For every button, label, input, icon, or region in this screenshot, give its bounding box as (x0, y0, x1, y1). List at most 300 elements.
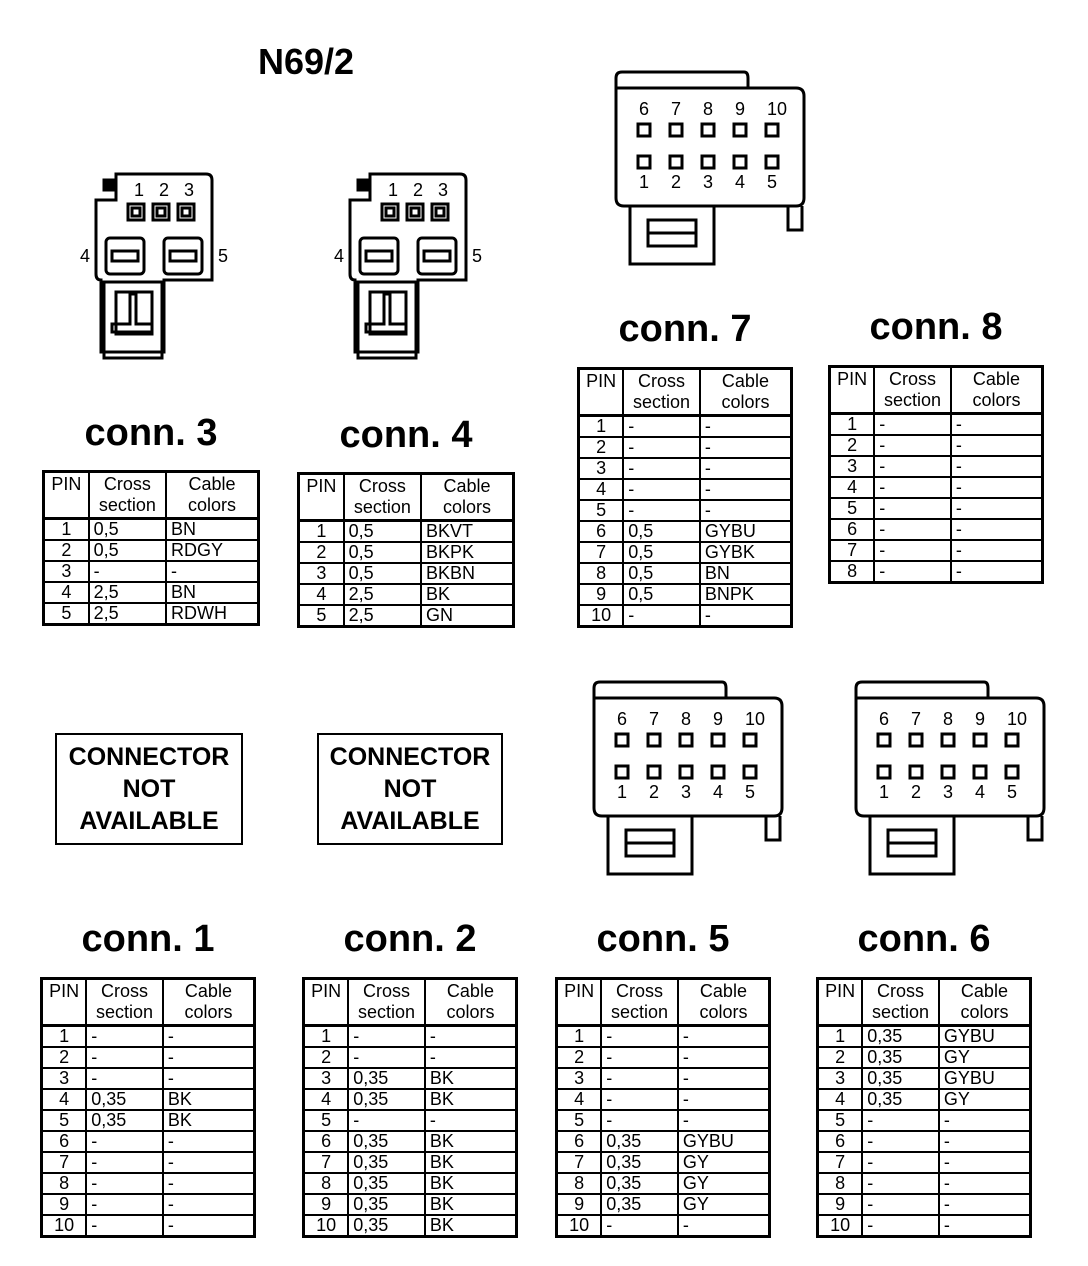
cable-color-cell: - (951, 414, 1043, 436)
header-cable-colors-line: colors (699, 1002, 748, 1022)
header-cross-section (86, 979, 163, 1026)
pin-cell: 1 (299, 521, 344, 543)
table-row (44, 540, 259, 561)
table-row (304, 1152, 517, 1173)
conn-5-title: conn. 5 (596, 918, 730, 960)
header-pin-line: PIN (49, 981, 80, 1001)
cross-section-cell: - (348, 1047, 425, 1068)
conn-2-table (302, 977, 518, 1238)
header-cross-section-line: Cross (363, 981, 411, 1001)
cross-section-cell: - (874, 498, 951, 519)
pin-label-9: 9 (713, 709, 724, 729)
header-cable-colors-line: Cable (184, 981, 232, 1001)
cable-color-cell: - (166, 561, 258, 582)
pin-label-8: 8 (681, 709, 692, 729)
pin-label-9: 9 (735, 99, 746, 119)
table-row (44, 561, 259, 582)
conn-7-table (577, 367, 793, 628)
pin-label-3: 3 (681, 782, 692, 802)
cross-section-cell: - (623, 479, 700, 500)
header-cross-section (89, 472, 166, 519)
cross-section-cell: 0,5 (344, 542, 421, 563)
cable-color-cell: - (951, 540, 1043, 561)
table-row (579, 437, 792, 458)
conn-3-table (42, 470, 260, 626)
pin-cell: 2 (830, 435, 875, 456)
header-cable-colors-line: Cable (188, 474, 236, 494)
header-cable-colors (678, 979, 770, 1026)
conn-1-table (40, 977, 256, 1238)
cable-color-cell: GYBU (700, 521, 792, 542)
cross-section-cell: - (874, 414, 951, 436)
pin-label-7: 7 (671, 99, 682, 119)
pin-label-8: 8 (943, 709, 954, 729)
pin-label-4: 4 (975, 782, 986, 802)
cable-color-cell: BK (425, 1089, 517, 1110)
pin-cell: 6 (557, 1131, 602, 1152)
cable-color-cell: - (678, 1026, 770, 1048)
pin-label-5: 5 (472, 246, 483, 266)
pin-cell: 7 (579, 542, 624, 563)
pin-labels (80, 180, 228, 266)
header-pin (44, 472, 89, 519)
cross-section-cell: 2,5 (89, 603, 166, 625)
table-row (44, 582, 259, 603)
connector-not-available-2 (317, 733, 503, 845)
pin-label-1: 1 (639, 172, 650, 192)
pin-label-1: 1 (617, 782, 628, 802)
cross-section-cell: 0,35 (348, 1089, 425, 1110)
table-row (579, 563, 792, 584)
pin-cell: 9 (579, 584, 624, 605)
pin-label-2: 2 (159, 180, 170, 200)
cable-color-cell: BK (425, 1194, 517, 1215)
cable-color-cell: - (163, 1131, 255, 1152)
pin-cell: 7 (818, 1152, 863, 1173)
cross-section-cell: 0,35 (862, 1026, 939, 1048)
table-row (42, 1173, 255, 1194)
cross-section-cell: - (86, 1047, 163, 1068)
table-row (830, 456, 1043, 477)
cable-color-cell: - (163, 1194, 255, 1215)
header-cable-colors-line: colors (972, 390, 1021, 410)
pin-cell: 6 (42, 1131, 87, 1152)
header-pin (818, 979, 863, 1026)
cable-color-cell: - (951, 519, 1043, 540)
pin-cell: 4 (42, 1089, 87, 1110)
cross-section-cell: - (601, 1068, 678, 1089)
pin-cell: 2 (579, 437, 624, 458)
header-pin (579, 369, 624, 416)
cross-section-cell: - (86, 1131, 163, 1152)
cable-color-cell: BKPK (421, 542, 513, 563)
header-cross-section (874, 367, 951, 414)
header-pin (557, 979, 602, 1026)
table-row (304, 1215, 517, 1237)
header-cross-section-line: section (633, 392, 691, 412)
pin-cell: 10 (304, 1215, 349, 1237)
table-row (830, 435, 1043, 456)
cross-section-cell: - (86, 1194, 163, 1215)
table-row (42, 1089, 255, 1110)
header-cross-section (344, 474, 421, 521)
cable-color-cell: BN (700, 563, 792, 584)
conn-3-title: conn. 3 (84, 412, 218, 454)
cross-section-cell: 0,5 (623, 584, 700, 605)
cross-section-cell: - (862, 1215, 939, 1237)
pin-label-7: 7 (649, 709, 660, 729)
pin-cell: 1 (557, 1026, 602, 1048)
cable-color-cell: - (939, 1110, 1031, 1131)
cable-color-cell: GY (939, 1089, 1031, 1110)
cross-section-cell: 0,35 (601, 1131, 678, 1152)
pin-label-2: 2 (649, 782, 660, 802)
header-cross-section-line: Cross (101, 981, 149, 1001)
header-cable-colors (939, 979, 1031, 1026)
cross-section-cell: - (874, 540, 951, 561)
cross-section-cell: - (601, 1089, 678, 1110)
table-header-row (557, 979, 770, 1026)
pin-cell: 7 (830, 540, 875, 561)
pin-label-5: 5 (745, 782, 756, 802)
cable-color-cell: RDGY (166, 540, 258, 561)
cross-section-cell: - (601, 1047, 678, 1068)
pin-label-6: 6 (639, 99, 650, 119)
pin-cell: 3 (42, 1068, 87, 1089)
table-row (830, 477, 1043, 498)
cable-color-cell: BK (425, 1131, 517, 1152)
cross-section-cell: 0,35 (348, 1131, 425, 1152)
pin-label-10: 10 (745, 709, 766, 729)
cable-color-cell: BK (425, 1152, 517, 1173)
cable-color-cell: BK (425, 1068, 517, 1089)
header-pin (830, 367, 875, 414)
conn-8-table (828, 365, 1044, 584)
header-cable-colors-line: Cable (446, 981, 494, 1001)
header-cross-section-line: section (358, 1002, 416, 1022)
cross-section-cell: 0,5 (344, 521, 421, 543)
pin-label-1: 1 (134, 180, 145, 200)
cable-color-cell: - (700, 416, 792, 438)
cable-color-cell: BN (166, 582, 258, 603)
cross-section-cell: - (623, 437, 700, 458)
cross-section-cell: 0,35 (601, 1152, 678, 1173)
table-row (557, 1194, 770, 1215)
cable-color-cell: GY (678, 1152, 770, 1173)
cable-color-cell: - (939, 1173, 1031, 1194)
table-row (304, 1026, 517, 1048)
pin-cell: 4 (44, 582, 89, 603)
header-cross-section-line: section (353, 497, 411, 517)
cable-color-cell: - (700, 437, 792, 458)
cross-section-cell: - (874, 435, 951, 456)
cross-section-cell: - (874, 477, 951, 498)
cable-color-cell: - (678, 1047, 770, 1068)
header-cable-colors-line: colors (188, 495, 237, 515)
pin-cell: 4 (304, 1089, 349, 1110)
pin-label-3: 3 (943, 782, 954, 802)
table-row (42, 1026, 255, 1048)
table-header-row (44, 472, 259, 519)
pin-label-1: 1 (388, 180, 399, 200)
table-row (42, 1194, 255, 1215)
connector-not-available-1 (55, 733, 243, 845)
pin-cell: 5 (44, 603, 89, 625)
pin-cell: 1 (830, 414, 875, 436)
table-row (42, 1068, 255, 1089)
cable-color-cell: - (163, 1173, 255, 1194)
pin-cell: 6 (818, 1131, 863, 1152)
connector-drawing-large-5 (590, 680, 790, 880)
table-row (557, 1047, 770, 1068)
cross-section-cell: - (874, 456, 951, 477)
table-row (557, 1110, 770, 1131)
table-row (304, 1089, 517, 1110)
pin-label-4: 4 (334, 246, 345, 266)
pin-cell: 3 (299, 563, 344, 584)
table-row (42, 1152, 255, 1173)
na-line-3: AVAILABLE (340, 807, 480, 835)
header-pin (42, 979, 87, 1026)
cross-section-cell: 0,35 (348, 1068, 425, 1089)
cable-color-cell: BK (421, 584, 513, 605)
pin-label-4: 4 (713, 782, 724, 802)
conn-6-title: conn. 6 (857, 918, 991, 960)
pin-label-6: 6 (879, 709, 890, 729)
table-row (304, 1173, 517, 1194)
pin-cell: 10 (818, 1215, 863, 1237)
conn-4-table (297, 472, 515, 628)
pin-cell: 5 (299, 605, 344, 627)
pin-cell: 10 (579, 605, 624, 627)
table-row (44, 603, 259, 625)
cross-section-cell: 2,5 (89, 582, 166, 603)
pin-label-1: 1 (879, 782, 890, 802)
cable-color-cell: - (163, 1047, 255, 1068)
table-row (818, 1089, 1031, 1110)
pin-cell: 3 (44, 561, 89, 582)
cross-section-cell: 0,35 (348, 1152, 425, 1173)
header-cable-colors-line: colors (960, 1002, 1009, 1022)
header-cable-colors (421, 474, 513, 521)
table-row (818, 1152, 1031, 1173)
pin-label-4: 4 (735, 172, 746, 192)
pin-cell: 9 (557, 1194, 602, 1215)
pin-labels (334, 180, 482, 266)
conn-8-title: conn. 8 (869, 306, 1003, 348)
cross-section-cell: 0,35 (862, 1089, 939, 1110)
pin-cell: 3 (818, 1068, 863, 1089)
header-cable-colors (700, 369, 792, 416)
pin-cell: 4 (299, 584, 344, 605)
header-cable-colors-line: colors (721, 392, 770, 412)
pin-cell: 6 (579, 521, 624, 542)
pin-label-10: 10 (767, 99, 788, 119)
table-row (299, 605, 514, 627)
cable-color-cell: BK (163, 1089, 255, 1110)
header-cable-colors-line: colors (184, 1002, 233, 1022)
pin-cell: 1 (818, 1026, 863, 1048)
table-row (818, 1194, 1031, 1215)
table-row (830, 540, 1043, 561)
header-cable-colors-line: colors (446, 1002, 495, 1022)
pin-label-7: 7 (911, 709, 922, 729)
pin-label-2: 2 (911, 782, 922, 802)
pin-cell: 7 (557, 1152, 602, 1173)
header-cross-section-line: Cross (889, 369, 937, 389)
pin-label-3: 3 (438, 180, 449, 200)
cross-section-cell: - (623, 458, 700, 479)
cross-section-cell: 0,5 (344, 563, 421, 584)
table-row (557, 1215, 770, 1237)
cable-color-cell: BK (425, 1173, 517, 1194)
table-header-row (830, 367, 1043, 414)
pin-cell: 5 (818, 1110, 863, 1131)
header-cross-section-line: Cross (616, 981, 664, 1001)
table-row (830, 414, 1043, 436)
header-cross-section-line: section (884, 390, 942, 410)
pin-label-9: 9 (975, 709, 986, 729)
table-row (299, 521, 514, 543)
header-cable-colors-line: Cable (699, 981, 747, 1001)
cross-section-cell: - (601, 1110, 678, 1131)
table-row (304, 1047, 517, 1068)
header-cross-section-line: Cross (358, 476, 406, 496)
table-header-row (42, 979, 255, 1026)
cable-color-cell: - (678, 1068, 770, 1089)
header-cross-section-line: section (96, 1002, 154, 1022)
header-cable-colors (951, 367, 1043, 414)
pin-label-3: 3 (184, 180, 195, 200)
pin-label-6: 6 (617, 709, 628, 729)
cable-color-cell: GYBU (939, 1068, 1031, 1089)
pin-cell: 9 (818, 1194, 863, 1215)
header-cross-section-line: section (98, 495, 156, 515)
cable-color-cell: - (163, 1068, 255, 1089)
header-pin-line: PIN (51, 474, 82, 494)
pin-cell: 2 (304, 1047, 349, 1068)
pin-labels (639, 99, 787, 192)
cross-section-cell: 0,35 (862, 1068, 939, 1089)
table-row (579, 458, 792, 479)
cross-section-cell: 0,35 (348, 1194, 425, 1215)
cross-section-cell: - (862, 1194, 939, 1215)
table-row (579, 521, 792, 542)
cross-section-cell: 0,35 (86, 1110, 163, 1131)
cross-section-cell: - (623, 500, 700, 521)
cable-color-cell: - (163, 1152, 255, 1173)
cable-color-cell: - (939, 1152, 1031, 1173)
pin-labels (879, 709, 1027, 802)
cable-color-cell: BK (425, 1215, 517, 1237)
header-cable-colors (425, 979, 517, 1026)
table-row (42, 1110, 255, 1131)
table-header-row (579, 369, 792, 416)
cable-color-cell: BNPK (700, 584, 792, 605)
cable-color-cell: BKBN (421, 563, 513, 584)
table-row (818, 1068, 1031, 1089)
cross-section-cell: - (86, 1152, 163, 1173)
cross-section-cell: 0,35 (86, 1089, 163, 1110)
cable-color-cell: GYBU (678, 1131, 770, 1152)
table-row (818, 1110, 1031, 1131)
cross-section-cell: - (623, 605, 700, 627)
cross-section-cell: - (89, 561, 166, 582)
cable-color-cell: - (939, 1215, 1031, 1237)
cable-color-cell: - (425, 1110, 517, 1131)
cross-section-cell: 0,35 (348, 1173, 425, 1194)
pin-cell: 4 (557, 1089, 602, 1110)
pin-cell: 3 (579, 458, 624, 479)
cable-color-cell: - (951, 456, 1043, 477)
page-title: N69/2 (257, 41, 355, 82)
conn-4-title: conn. 4 (339, 414, 473, 456)
header-cross-section-line: Cross (638, 371, 686, 391)
pin-label-8: 8 (703, 99, 714, 119)
cable-color-cell: - (700, 479, 792, 500)
cable-color-cell: - (700, 500, 792, 521)
pin-cell: 5 (42, 1110, 87, 1131)
cable-color-cell: - (939, 1194, 1031, 1215)
pin-cell: 1 (579, 416, 624, 438)
cable-color-cell: - (939, 1131, 1031, 1152)
cross-section-cell: 0,5 (89, 540, 166, 561)
pin-cell: 7 (42, 1152, 87, 1173)
table-row (304, 1131, 517, 1152)
table-row (42, 1215, 255, 1237)
table-header-row (818, 979, 1031, 1026)
table-row (557, 1131, 770, 1152)
pin-cell: 5 (304, 1110, 349, 1131)
pin-cell: 8 (42, 1173, 87, 1194)
cross-section-cell: - (862, 1110, 939, 1131)
header-cable-colors-line: Cable (960, 981, 1008, 1001)
cross-section-cell: - (862, 1152, 939, 1173)
pin-cell: 1 (304, 1026, 349, 1048)
pin-cell: 2 (818, 1047, 863, 1068)
table-row (830, 519, 1043, 540)
na-line-2: NOT (383, 775, 437, 803)
na-line-3: AVAILABLE (79, 807, 219, 835)
header-pin-line: PIN (306, 476, 337, 496)
cable-color-cell: - (951, 498, 1043, 519)
cross-section-cell: 0,35 (862, 1047, 939, 1068)
cross-section-cell: - (348, 1110, 425, 1131)
cross-section-cell: - (601, 1026, 678, 1048)
cable-color-cell: - (678, 1215, 770, 1237)
table-row (579, 584, 792, 605)
cable-color-cell: - (678, 1089, 770, 1110)
cross-section-cell: 0,35 (348, 1215, 425, 1237)
pin-cell: 9 (304, 1194, 349, 1215)
pin-label-3: 3 (703, 172, 714, 192)
table-row (557, 1173, 770, 1194)
pin-label-5: 5 (767, 172, 778, 192)
cable-color-cell: BKVT (421, 521, 513, 543)
pin-cell: 4 (818, 1089, 863, 1110)
table-row (579, 479, 792, 500)
table-row (42, 1047, 255, 1068)
pin-cell: 2 (557, 1047, 602, 1068)
connector-drawing-large-7-8 (612, 70, 812, 270)
table-row (304, 1068, 517, 1089)
table-row (579, 605, 792, 627)
cross-section-cell: - (86, 1068, 163, 1089)
pin-label-2: 2 (413, 180, 424, 200)
pin-cell: 4 (579, 479, 624, 500)
header-cross-section (601, 979, 678, 1026)
header-cross-section (623, 369, 700, 416)
